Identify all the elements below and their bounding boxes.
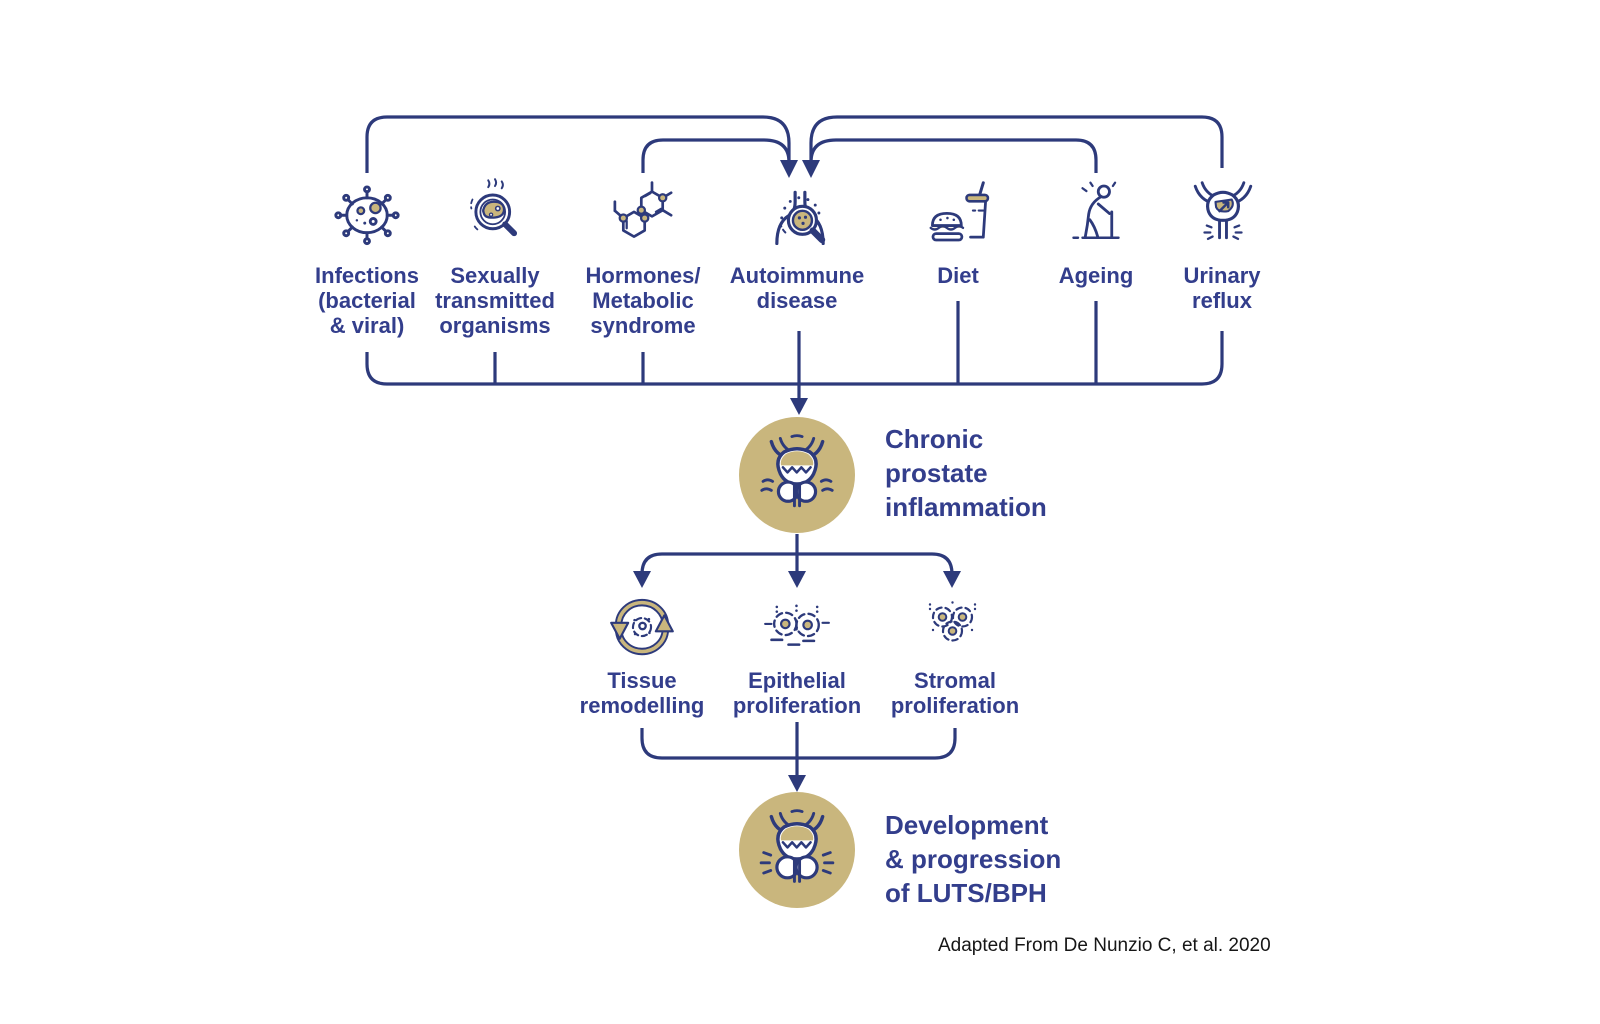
elderly-person-icon (1060, 177, 1132, 249)
label-line: Hormones/ (585, 263, 701, 288)
enlarged-prostate-icon (756, 809, 838, 891)
label-line: Stromal (914, 668, 996, 693)
torso-magnifier-icon (761, 174, 839, 252)
chronic-inflammation-heading (885, 422, 1215, 524)
cycle-arrows-cell-icon (608, 592, 676, 660)
label-line: organisms (439, 313, 551, 338)
label-line: Tissue (607, 668, 677, 693)
inflamed-prostate-icon (756, 434, 838, 516)
process-label-stromal-proliferation (870, 668, 1040, 718)
label-line: syndrome (590, 313, 696, 338)
arrowhead-outcome (788, 775, 806, 792)
label-line: Ageing (1058, 263, 1134, 288)
molecule-icon (607, 177, 679, 249)
process-label-epithelial-proliferation (712, 668, 882, 718)
virus-icon (331, 177, 403, 249)
rail-inner-right (811, 140, 1096, 173)
label-line: proliferation (890, 693, 1020, 718)
epithelial-cells-icon (763, 592, 831, 660)
heading-line: & progression (885, 844, 1062, 874)
label-line: (bacterial (318, 288, 416, 313)
process-label-tissue-remodelling (557, 668, 727, 718)
luts-bph-heading (885, 808, 1215, 910)
label-line: transmitted (435, 288, 555, 313)
arrowhead-stromal (943, 571, 961, 588)
petri-dish-magnifier-icon (459, 177, 531, 249)
rail-outer-right (811, 117, 1222, 168)
heading-line: Chronic (885, 424, 984, 454)
factor-label-sexually-transmitted (420, 263, 570, 338)
chronic-inflammation-node (739, 417, 855, 533)
label-line: disease (756, 288, 838, 313)
arrowhead-epithelial (788, 571, 806, 588)
factor-label-urinary-reflux (1147, 263, 1297, 313)
label-line: reflux (1192, 288, 1252, 313)
factor-label-hormones (568, 263, 718, 338)
label-line: Autoimmune (729, 263, 865, 288)
factor-label-diet (883, 263, 1033, 288)
label-line: Urinary (1183, 263, 1261, 288)
factor-label-autoimmune (722, 263, 872, 313)
heading-line: inflammation (885, 492, 1047, 522)
label-line: Metabolic (592, 288, 694, 313)
heading-line: of LUTS/BPH (885, 878, 1047, 908)
rail-inner-left (643, 140, 789, 173)
burger-drink-icon (922, 177, 996, 251)
luts-bph-node (739, 792, 855, 908)
arrowhead-inflammation (790, 398, 808, 415)
arrowhead-tissue (633, 571, 651, 588)
label-line: & viral) (329, 313, 405, 338)
heading-line: Development (885, 810, 1049, 840)
label-line: Epithelial (748, 668, 846, 693)
citation-text: Adapted From De Nunzio C, et al. 2020 (938, 935, 1271, 956)
label-line: Infections (315, 263, 419, 288)
bladder-reflux-icon (1186, 177, 1260, 251)
heading-line: prostate (885, 458, 988, 488)
rail-outer-left (367, 117, 789, 173)
stromal-cells-icon (921, 592, 985, 656)
label-line: Diet (937, 263, 979, 288)
label-line: remodelling (579, 693, 705, 718)
label-line: Sexually (450, 263, 540, 288)
label-line: proliferation (732, 693, 862, 718)
